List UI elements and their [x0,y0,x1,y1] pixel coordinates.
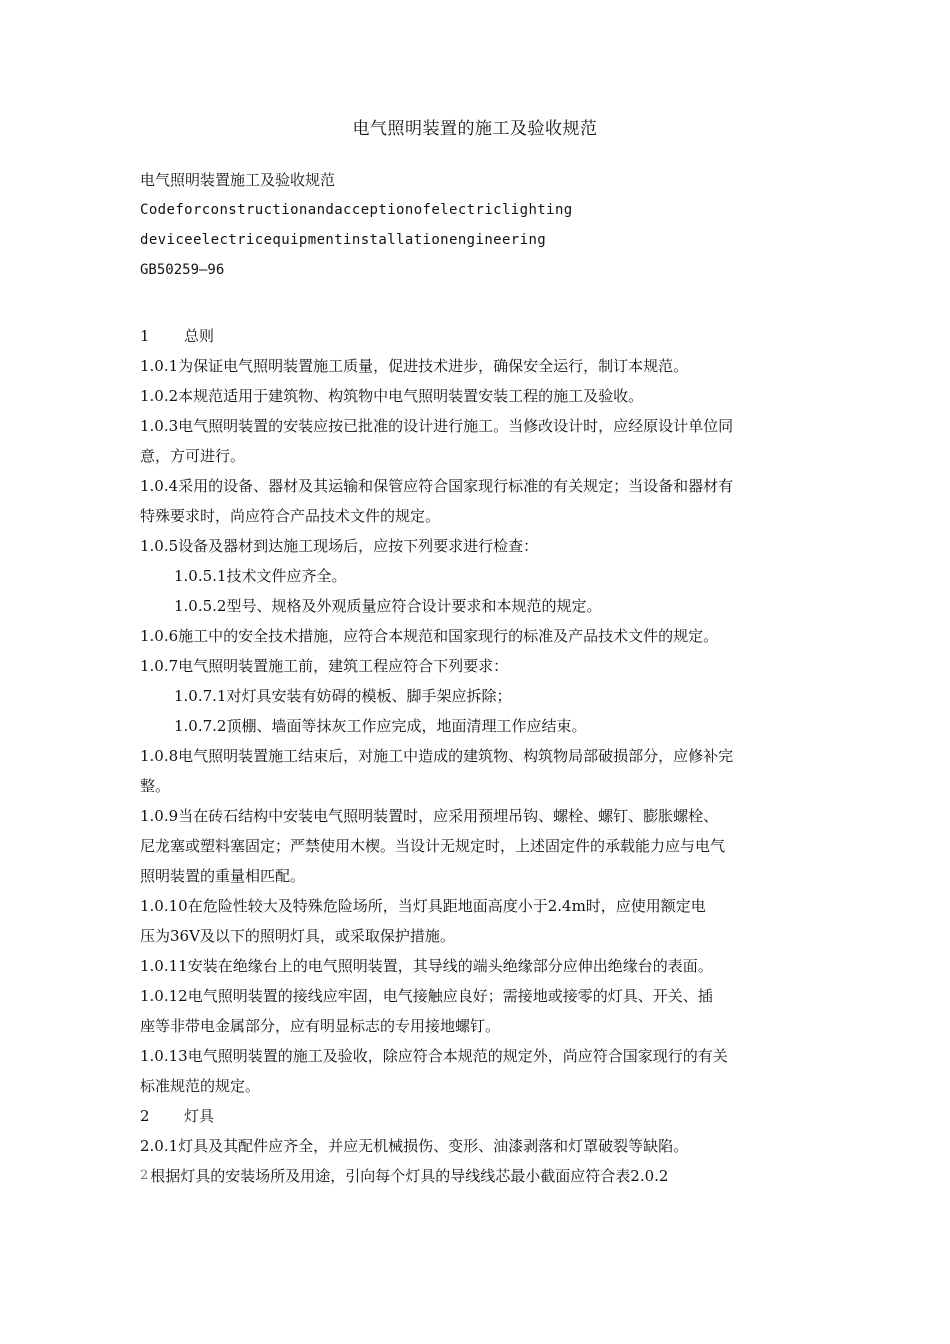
clause-1-0-13-line1: 1.0.13电气照明装置的施工及验收，除应符合本规范的规定外，尚应符合国家现行的有关 [140,1047,728,1065]
chapter-name: 灯具 [184,1107,215,1125]
clause-1-0-5: 1.0.5设备及器材到达施工现场后，应按下列要求进行检查： [140,537,539,555]
clause-1-0-3-line2: 意，方可进行。 [140,447,246,465]
clause-1-0-10-line2: 压为36V及以下的照明灯具，或采取保护措施。 [140,927,455,945]
page-title: 电气照明装置的施工及验收规范 [352,119,598,139]
clause-1-0-7-1: 1.0.7.1对灯具安装有妨碍的模板、脚手架应拆除； [174,687,512,705]
clause-2-0-2-text: 根据灯具的安装场所及用途，引向每个灯具的导线线芯最小截面应符合表2.0.2 [150,1167,669,1185]
document-body [140,165,820,1191]
clause-1-0-9-line1: 1.0.9当在砖石结构中安装电气照明装置时，应采用预埋吊钩、螺栓、螺钉、膨胀螺栓、 [140,807,719,825]
clause-1-0-8-line1: 1.0.8电气照明装置施工结束后，对施工中造成的建筑物、构筑物局部破损部分，应修补完 [140,747,734,765]
clause-1-0-7: 1.0.7电气照明装置施工前，建筑工程应符合下列要求： [140,657,509,675]
clause-1-0-13-line2: 标准规范的规定。 [140,1077,261,1095]
chapter-heading-2 [140,1101,820,1131]
clause-2-0-2 [140,1161,820,1191]
standard-code: GB50259—96 [140,262,225,278]
clause-1-0-9-line2: 尼龙塞或塑料塞固定；严禁使用木楔。当设计无规定时，上述固定件的承载能力应与电气 [140,837,726,855]
clause-1-0-1: 1.0.1为保证电气照明装置施工质量，促进技术进步，确保安全运行，制订本规范。 [140,357,689,375]
clause-2-0-1: 2.0.1灯具及其配件应齐全，并应无机械损伤、变形、油漆剥落和灯罩破裂等缺陷。 [140,1137,689,1155]
clause-1-0-6: 1.0.6施工中的安全技术措施，应符合本规范和国家现行的标准及产品技术文件的规定。 [140,627,719,645]
chapter-name: 总则 [184,327,215,345]
clause-2-0-2-mark: 2 [140,1168,149,1183]
clause-1-0-11: 1.0.11安装在绝缘台上的电气照明装置，其导线的端头绝缘部分应伸出绝缘台的表面。 [140,957,713,975]
en-title-line-2: deviceelectricequipmentinstallationengineering [140,232,547,248]
clause-1-0-8-line2: 整。 [140,777,171,795]
clause-1-0-4-line1: 1.0.4采用的设备、器材及其运输和保管应符合国家现行标准的有关规定；当设备和器材有 [140,477,734,495]
clause-1-0-7-2: 1.0.7.2顶棚、墙面等抹灰工作应完成，地面清理工作应结束。 [174,717,587,735]
cn-subtitle: 电气照明装置施工及验收规范 [140,171,336,189]
clause-1-0-10-line1: 1.0.10在危险性较大及特殊危险场所，当灯具距地面高度小于2.4m时，应使用额定电 [140,897,706,915]
clause-1-0-5-2: 1.0.5.2型号、规格及外观质量应符合设计要求和本规范的规定。 [174,597,602,615]
chapter-heading-1 [140,321,820,351]
clause-1-0-2: 1.0.2本规范适用于建筑物、构筑物中电气照明装置安装工程的施工及验收。 [140,387,644,405]
clause-1-0-4-line2: 特殊要求时，尚应符合产品技术文件的规定。 [140,507,441,525]
en-title-line-1: Codeforconstructionandacceptionofelectriclighting [140,202,573,218]
clause-1-0-12-line1: 1.0.12电气照明装置的接线应牢固，电气接触应良好；需接地或接零的灯具、开关、插 [140,987,713,1005]
clause-1-0-5-1: 1.0.5.1技术文件应齐全。 [174,567,347,585]
chapter-number: 1 [140,327,150,345]
clause-1-0-9-line3: 照明装置的重量相匹配。 [140,867,306,885]
clause-1-0-12-line2: 座等非带电金属部分，应有明显标志的专用接地螺钉。 [140,1017,501,1035]
clause-1-0-3-line1: 1.0.3电气照明装置的安装应按已批准的设计进行施工。当修改设计时，应经原设计单位同 [140,417,734,435]
chapter-number: 2 [140,1107,150,1125]
